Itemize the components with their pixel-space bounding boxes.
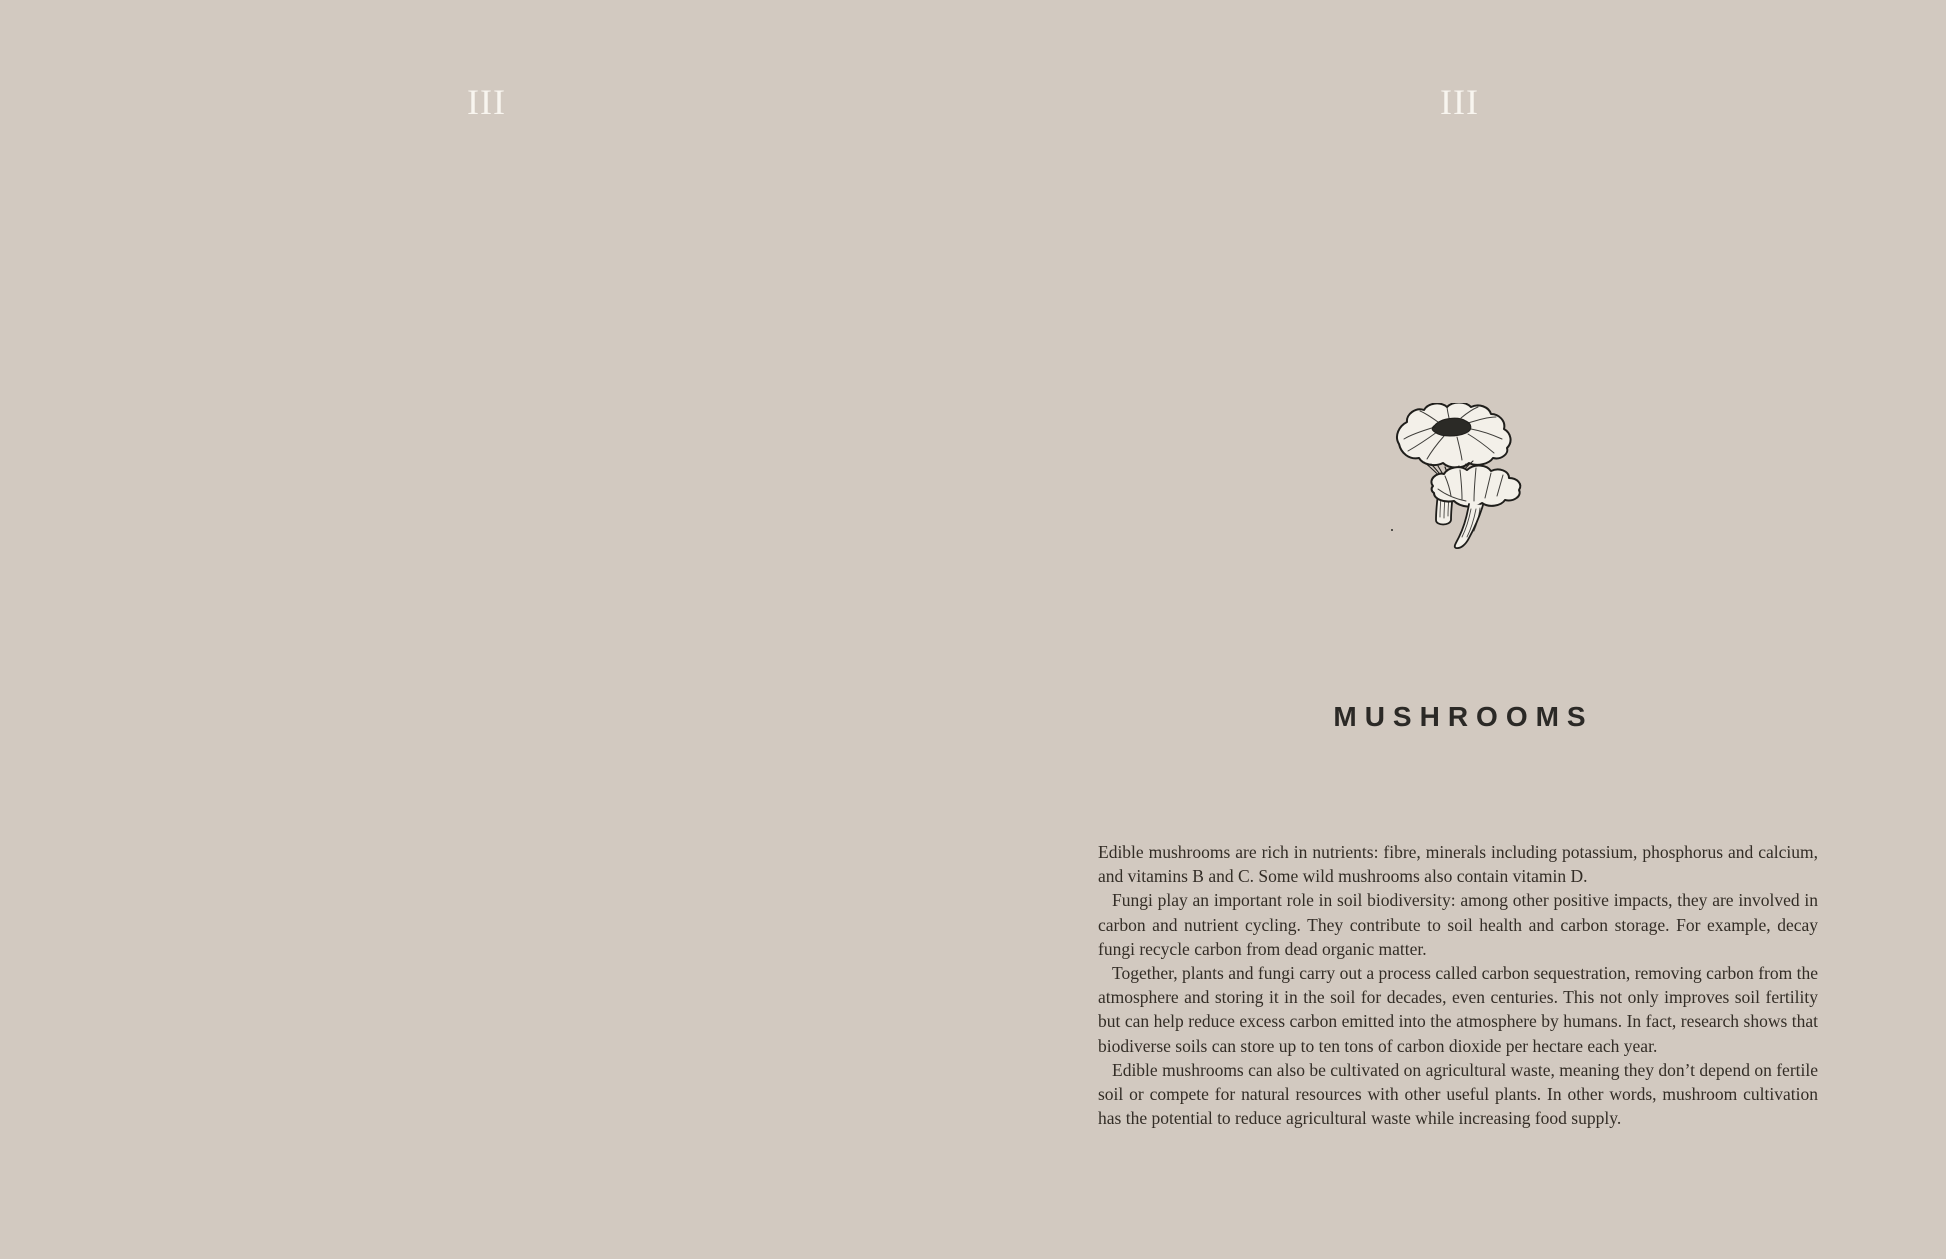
left-chapter-folio: III: [467, 82, 506, 122]
chapter-title: MUSHROOMS: [1333, 700, 1594, 732]
body-paragraph: Edible mushrooms are rich in nutrients: fibre, minerals including potassium, phosphorus and calcium, and vitamins B and C. Some wild mushrooms also contain vitamin D.: [1098, 842, 1818, 887]
body-paragraph: Edible mushrooms can also be cultivated on agricultural waste, meaning they don’t depend on fertile soil or compete for natural resources with other useful plants. In other words, mushroom cultivation has the potential to reduce agricultural waste while increasing food supply.: [1098, 1059, 1818, 1129]
chanterelle-mushrooms-icon: [1390, 403, 1530, 551]
body-paragraph: Together, plants and fungi carry out a process called carbon sequestration, removing carbon from the atmosphere and storing it in the soil for decades, even centuries. This not only improves soil fertility but can help reduce excess carbon emitted into the atmosphere by humans. In fact, research shows that biodiverse soils can store up to ten tons of carbon dioxide per hectare each year.: [1098, 963, 1818, 1056]
right-chapter-folio: III: [1440, 82, 1479, 122]
chapter-body-text: [1098, 840, 1818, 1130]
right-page: [973, 0, 1946, 1259]
body-paragraph: Fungi play an important role in soil biodiversity: among other positive impacts, they are involved in carbon and nutrient cycling. They contribute to soil health and carbon storage. For example, decay fungi recycle carbon from dead organic matter.: [1098, 890, 1818, 959]
